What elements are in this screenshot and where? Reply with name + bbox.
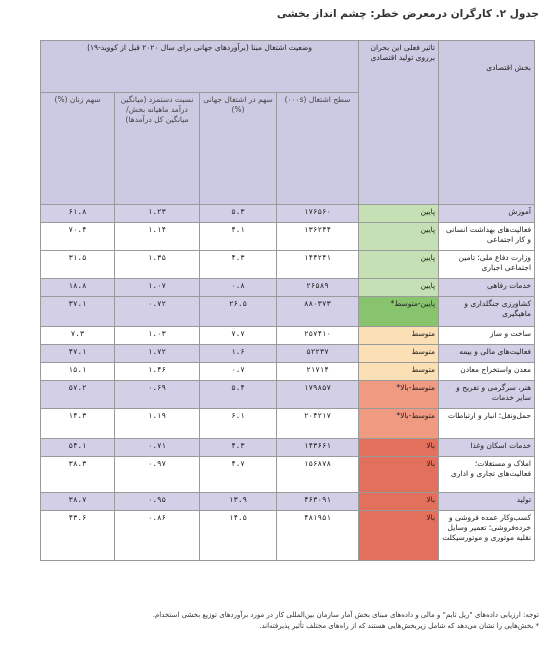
- impact-cell: متوسط-بالا*: [359, 381, 439, 409]
- women-share-cell: ۱۵.۱: [41, 363, 115, 381]
- sector-cell: خدمات رفاهی: [439, 279, 535, 297]
- sector-cell: فعالیت‌های مالی و بیمه: [439, 345, 535, 363]
- impact-cell: پایین: [359, 279, 439, 297]
- global-share-cell: ۵.۴: [200, 381, 277, 409]
- employment-level-cell: ۲۱۷۱۴: [277, 363, 359, 381]
- women-share-cell: ۱۸.۸: [41, 279, 115, 297]
- sector-cell: خدمات اسکان وغذا: [439, 439, 535, 457]
- wage-ratio-cell: ۱.۲۳: [115, 205, 200, 223]
- employment-level-cell: ۱۵۶۸۷۸: [277, 457, 359, 493]
- impact-cell: بالا: [359, 439, 439, 457]
- women-share-cell: ۳۸.۳: [41, 457, 115, 493]
- wage-ratio-cell: ۰.۹۷: [115, 457, 200, 493]
- global-share-cell: ۶.۱: [200, 409, 277, 439]
- table-row: [41, 439, 535, 457]
- table-row: [41, 381, 535, 409]
- table-row: [41, 223, 535, 251]
- table-row: [41, 327, 535, 345]
- wage-ratio-cell: ۰.۶۹: [115, 381, 200, 409]
- impact-cell: متوسط: [359, 363, 439, 381]
- footnotes: [14, 610, 539, 632]
- sector-cell: معدن واستخراج معادن: [439, 363, 535, 381]
- table-row: [41, 297, 535, 327]
- wage-ratio-cell: ۱.۴۶: [115, 363, 200, 381]
- women-share-cell: ۵۴.۱: [41, 439, 115, 457]
- table-row: [41, 251, 535, 279]
- global-share-cell: ۷.۷: [200, 327, 277, 345]
- sector-cell: املاک و مستغلات؛ فعالیت‌های تجاری و اداری: [439, 457, 535, 493]
- global-share-cell: ۲۶.۵: [200, 297, 277, 327]
- table-row: [41, 279, 535, 297]
- table-row: [41, 345, 535, 363]
- sector-cell: حمل‌ونقل؛ انبار و ارتباطات: [439, 409, 535, 439]
- women-share-cell: ۵۷.۲: [41, 381, 115, 409]
- sector-risk-table: [40, 40, 535, 561]
- wage-ratio-cell: ۱.۰۳: [115, 327, 200, 345]
- table-row: [41, 409, 535, 439]
- women-share-cell: ۷.۳: [41, 327, 115, 345]
- header-impact-label: تاثیر فعلی این بحران برروی تولید اقتصادی: [370, 43, 436, 62]
- employment-level-cell: ۴۸۱۹۵۱: [277, 511, 359, 561]
- employment-level-cell: ۲۰۴۲۱۷: [277, 409, 359, 439]
- sector-cell: تولید: [439, 493, 535, 511]
- sector-cell: کشاورزی جنگلداری و ماهیگیری: [439, 297, 535, 327]
- impact-cell: بالا: [359, 511, 439, 561]
- global-share-cell: ۱.۶: [200, 345, 277, 363]
- global-share-cell: ۴.۳: [200, 439, 277, 457]
- impact-cell: بالا: [359, 457, 439, 493]
- women-share-cell: ۷۰.۴: [41, 223, 115, 251]
- global-share-cell: ۴.۱: [200, 223, 277, 251]
- women-share-cell: ۳۷.۱: [41, 297, 115, 327]
- wage-ratio-cell: ۱.۷۲: [115, 345, 200, 363]
- employment-level-cell: ۵۲۲۳۷: [277, 345, 359, 363]
- table-title: جدول ۲. کارگران درمعرض خطر: چشم انداز بخشی: [276, 8, 539, 20]
- employment-level-cell: ۴۶۳۰۹۱: [277, 493, 359, 511]
- sector-cell: کسب‌وکار عمده فروشی و خرده‌فروشی؛ تعمیر وسایل نقلیه موتوری و موتورسیکلت: [439, 511, 535, 561]
- women-share-cell: ۴۷.۱: [41, 345, 115, 363]
- wage-ratio-cell: ۰.۷۱: [115, 439, 200, 457]
- women-share-cell: ۶۱.۸: [41, 205, 115, 223]
- impact-cell: متوسط: [359, 327, 439, 345]
- women-share-cell: ۳۸.۷: [41, 493, 115, 511]
- wage-ratio-cell: ۰.۹۵: [115, 493, 200, 511]
- table-row: [41, 363, 535, 381]
- wage-ratio-cell: ۱.۳۵: [115, 251, 200, 279]
- employment-level-cell: ۱۷۹۸۵۷: [277, 381, 359, 409]
- global-share-cell: ۵.۳: [200, 205, 277, 223]
- header-wage-ratio: نسبت دستمزد (میانگین درآمد ماهیانه بخش/ میانگین کل درآمدها): [115, 93, 200, 205]
- employment-level-cell: ۱۴۴۲۴۱: [277, 251, 359, 279]
- employment-level-cell: ۸۸۰۳۷۳: [277, 297, 359, 327]
- table-row: [41, 511, 535, 561]
- wage-ratio-cell: ۱.۰۷: [115, 279, 200, 297]
- wage-ratio-cell: ۱.۱۴: [115, 223, 200, 251]
- employment-level-cell: ۲۶۵۸۹: [277, 279, 359, 297]
- table-row: [41, 205, 535, 223]
- employment-level-cell: ۱۴۳۶۶۱: [277, 439, 359, 457]
- employment-level-cell: ۱۷۶۵۶۰: [277, 205, 359, 223]
- sector-cell: هنر، سرگرمی و تفریح و سایر خدمات: [439, 381, 535, 409]
- header-sector: بخش اقتصادی: [439, 41, 535, 205]
- header-employment-group: وضعیت اشتغال مبنا (برآوردهای جهانی برای سال ۲۰۲۰ قبل از کووید-۱۹): [41, 41, 359, 93]
- impact-cell: پایین-متوسط*: [359, 297, 439, 327]
- wage-ratio-cell: ۰.۸۶: [115, 511, 200, 561]
- table-row: [41, 493, 535, 511]
- table-row: [41, 457, 535, 493]
- header-women-share: سهم زنان (%): [41, 93, 115, 205]
- women-share-cell: ۱۴.۳: [41, 409, 115, 439]
- global-share-cell: ۱۴.۵: [200, 511, 277, 561]
- impact-cell: بالا: [359, 493, 439, 511]
- global-share-cell: ۴.۷: [200, 457, 277, 493]
- employment-level-cell: ۲۵۷۴۱۰: [277, 327, 359, 345]
- wage-ratio-cell: ۰.۷۲: [115, 297, 200, 327]
- impact-cell: پایین: [359, 223, 439, 251]
- women-share-cell: ۳۱.۵: [41, 251, 115, 279]
- wage-ratio-cell: ۱.۱۹: [115, 409, 200, 439]
- impact-cell: پایین: [359, 205, 439, 223]
- sector-cell: آموزش: [439, 205, 535, 223]
- global-share-cell: ۰.۸: [200, 279, 277, 297]
- global-share-cell: ۱۳.۹: [200, 493, 277, 511]
- sector-cell: ساخت و ساز: [439, 327, 535, 345]
- header-global-share: سهم در اشتغال جهانی (%): [200, 93, 277, 205]
- footnote-asterisk: * بخش‌هایی را نشان می‌دهد که شامل زیربخش‌هایی هستند که از راه‌های مختلف تأثیر پذیرفته‌اند.: [259, 622, 539, 630]
- header-impact: [359, 41, 439, 205]
- global-share-cell: ۴.۳: [200, 251, 277, 279]
- footnote-note: توجه: ارزیابی داده‌های "ریل تایم" و مالی و داده‌های مبنای بخش آمار سازمان بین‌المللی کار در مورد برآوردهای توزیع بخشی استخدام.: [152, 611, 539, 619]
- women-share-cell: ۴۳.۶: [41, 511, 115, 561]
- impact-cell: پایین: [359, 251, 439, 279]
- header-employment-level: سطح اشتغال (۰۰۰s): [277, 93, 359, 205]
- sector-cell: وزارت دفاع ملی؛ تامین اجتماعی اجباری: [439, 251, 535, 279]
- global-share-cell: ۰.۷: [200, 363, 277, 381]
- sector-cell: فعالیت‌های بهداشت انسانی و کار اجتماعی: [439, 223, 535, 251]
- impact-cell: متوسط-بالا*: [359, 409, 439, 439]
- employment-level-cell: ۱۳۶۲۴۴: [277, 223, 359, 251]
- impact-cell: متوسط: [359, 345, 439, 363]
